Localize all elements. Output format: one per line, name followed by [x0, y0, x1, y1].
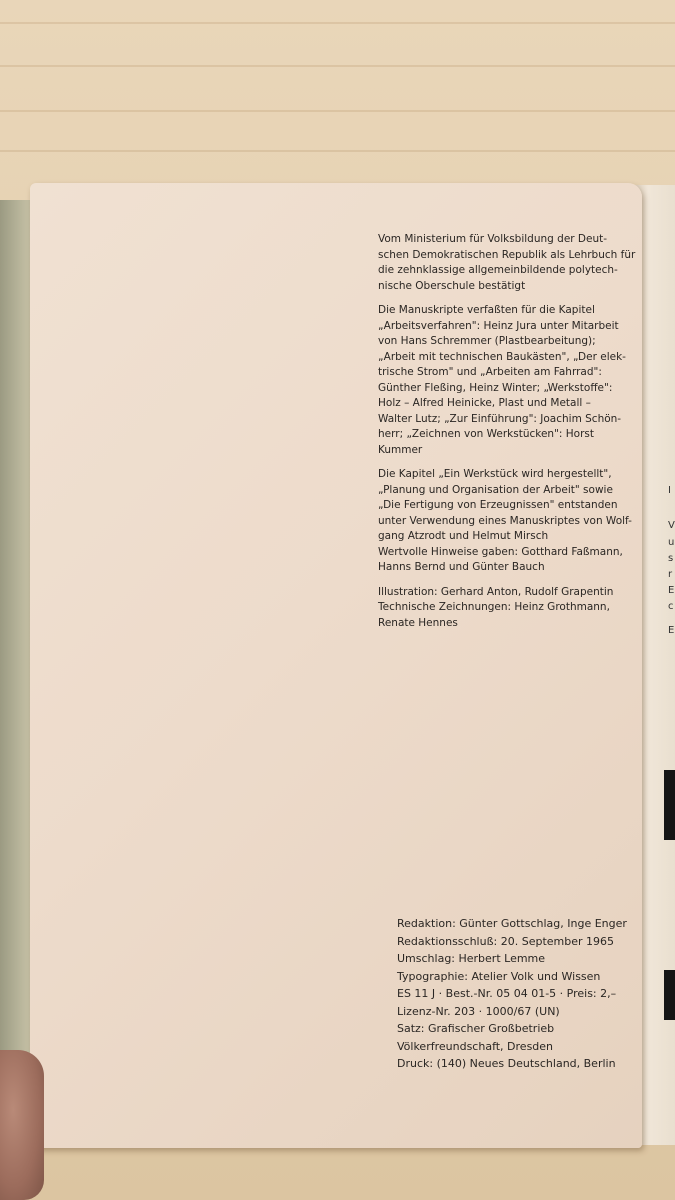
- imprint-block: [397, 915, 627, 1073]
- text-line: Hanns Bernd und Günter Bauch: [378, 561, 545, 573]
- text-line: Renate Hennes: [378, 616, 458, 629]
- text-line: trische Strom" und „Arbeiten am Fahrrad":: [378, 366, 602, 378]
- text-line: von Hans Schremmer (Plastbearbeitung);: [378, 335, 596, 347]
- text-line: Holz – Alfred Heinicke, Plast und Metall –: [378, 397, 591, 409]
- page-fragment: r: [668, 569, 673, 580]
- text-line: schen Demokratischen Republik als Lehrbuch für: [378, 248, 636, 261]
- wood-grain: [0, 110, 675, 112]
- text-line: die zehnklassige allgemeinbildende polytech-: [378, 264, 618, 276]
- text-line: Druck: (140) Neues Deutschland, Berlin: [397, 1057, 616, 1070]
- text-line: Vom Ministerium für Volksbildung der Deut-: [378, 233, 608, 245]
- text-line: gang Atzrodt und Helmut Mirsch: [378, 530, 549, 542]
- page-fragment: u: [668, 537, 675, 548]
- wood-grain: [0, 150, 675, 152]
- text-line: unter Verwendung eines Manuskriptes von Wolf-: [378, 514, 632, 527]
- text-line: Völkerfreundschaft, Dresden: [397, 1039, 554, 1053]
- page-fragment: c: [668, 601, 674, 612]
- text-line: Redaktionsschluß: 20. September 1965: [397, 934, 615, 948]
- page-fragment: V: [668, 520, 675, 531]
- approval-note: [378, 232, 635, 631]
- text-line: Typographie: Atelier Volk und Wissen: [397, 969, 601, 983]
- text-line: Technische Zeichnungen: Heinz Grothmann,: [378, 601, 610, 613]
- text-line: Günther Fleßing, Heinz Winter; „Werkstoffe":: [378, 381, 613, 394]
- book-page: [30, 183, 642, 1148]
- wood-grain: [0, 65, 675, 67]
- text-line: Redaktion: Günter Gottschlag, Inge Enger: [397, 917, 627, 930]
- book-cover-edge: [0, 200, 32, 1080]
- wood-grain: [0, 22, 675, 24]
- text-line: Kummer: [378, 443, 423, 456]
- page-fragment: E: [668, 585, 675, 596]
- text-line: Wertvolle Hinweise gaben: Gotthard Faßmann,: [378, 545, 623, 558]
- text-line: Lizenz-Nr. 203 · 1000/67 (UN): [397, 1004, 560, 1018]
- text-line: „Planung und Organisation der Arbeit" sowie: [378, 483, 613, 496]
- page-fragment: E: [668, 625, 675, 636]
- text-line: „Arbeit mit technischen Baukästen", „Der elek-: [378, 350, 626, 363]
- text-line: Illustration: Gerhard Anton, Rudolf Grapentin: [378, 585, 614, 598]
- text-line: Satz: Grafischer Großbetrieb: [397, 1022, 555, 1035]
- cover-print-mark: [664, 970, 675, 1020]
- page-fragment: I: [668, 485, 671, 496]
- cover-print-mark: [664, 770, 675, 840]
- text-line: Die Kapitel „Ein Werkstück wird hergestellt",: [378, 468, 612, 480]
- text-line: „Arbeitsverfahren": Heinz Jura unter Mitarbeit: [378, 319, 619, 332]
- text-line: ES 11 J · Best.-Nr. 05 04 01-5 · Preis: 2,–: [397, 987, 617, 1000]
- text-line: Die Manuskripte verfaßten für die Kapitel: [378, 304, 595, 316]
- text-line: herr; „Zeichnen von Werkstücken": Horst: [378, 428, 595, 440]
- page-fragment: s: [668, 553, 674, 564]
- text-line: Umschlag: Herbert Lemme: [397, 952, 546, 965]
- text-line: „Die Fertigung von Erzeugnissen" entstanden: [378, 499, 618, 511]
- thumb: [0, 1050, 44, 1200]
- text-line: nische Oberschule bestätigt: [378, 279, 526, 292]
- text-line: Walter Lutz; „Zur Einführung": Joachim Schön-: [378, 412, 622, 425]
